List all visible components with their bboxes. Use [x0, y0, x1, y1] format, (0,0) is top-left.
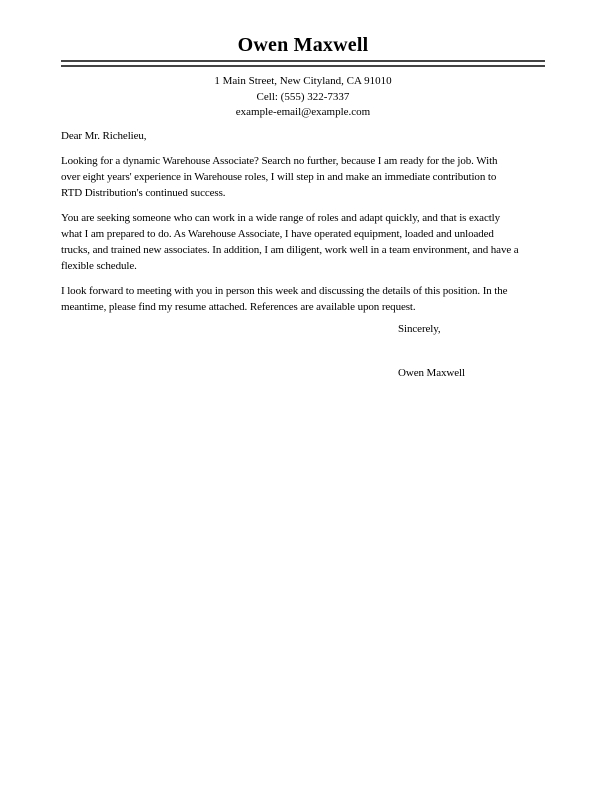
paragraph-line: I look forward to meeting with you in person this week and discussing the details of this position. In the	[61, 284, 508, 297]
paragraph-line: You are seeking someone who can work in a wide range of roles and adapt quickly, and that is exactly	[61, 211, 501, 224]
paragraph-line: Looking for a dynamic Warehouse Associate? Search no further, because I am ready for the job. With	[61, 154, 498, 167]
header-divider	[61, 60, 545, 67]
contact-block	[61, 74, 545, 121]
paragraph-line: RTD Distribution's continued success.	[61, 186, 226, 199]
signature-name: Owen Maxwell	[398, 366, 465, 379]
salutation: Dear Mr. Richelieu,	[61, 129, 147, 142]
paragraph-line: meantime, please find my resume attached. References are available upon request.	[61, 300, 416, 313]
closing-salutation: Sincerely,	[398, 322, 441, 335]
letter-header	[61, 35, 545, 121]
paragraph	[61, 283, 545, 315]
contact-address: 1 Main Street, New Cityland, CA 91010	[214, 75, 392, 87]
paragraph-line: trucks, and trained new associates. In addition, I am diligent, work well in a team environment, and have a	[61, 243, 519, 256]
letter-body	[61, 128, 545, 381]
paragraph-line: flexible schedule.	[61, 259, 137, 272]
contact-phone: Cell: (555) 322-7337	[256, 90, 350, 103]
paragraph-line: what I am prepared to do. As Warehouse Associate, I have operated equipment, loaded and unloaded	[61, 227, 494, 240]
author-name: Owen Maxwell	[237, 34, 369, 56]
contact-email: example-email@example.com	[235, 106, 371, 118]
paragraph-line: over eight years' experience in Warehouse roles, I will step in and make an immediate contribution to	[61, 170, 497, 183]
paragraph	[61, 210, 545, 274]
closing-block	[398, 321, 545, 381]
paragraph	[61, 153, 545, 201]
